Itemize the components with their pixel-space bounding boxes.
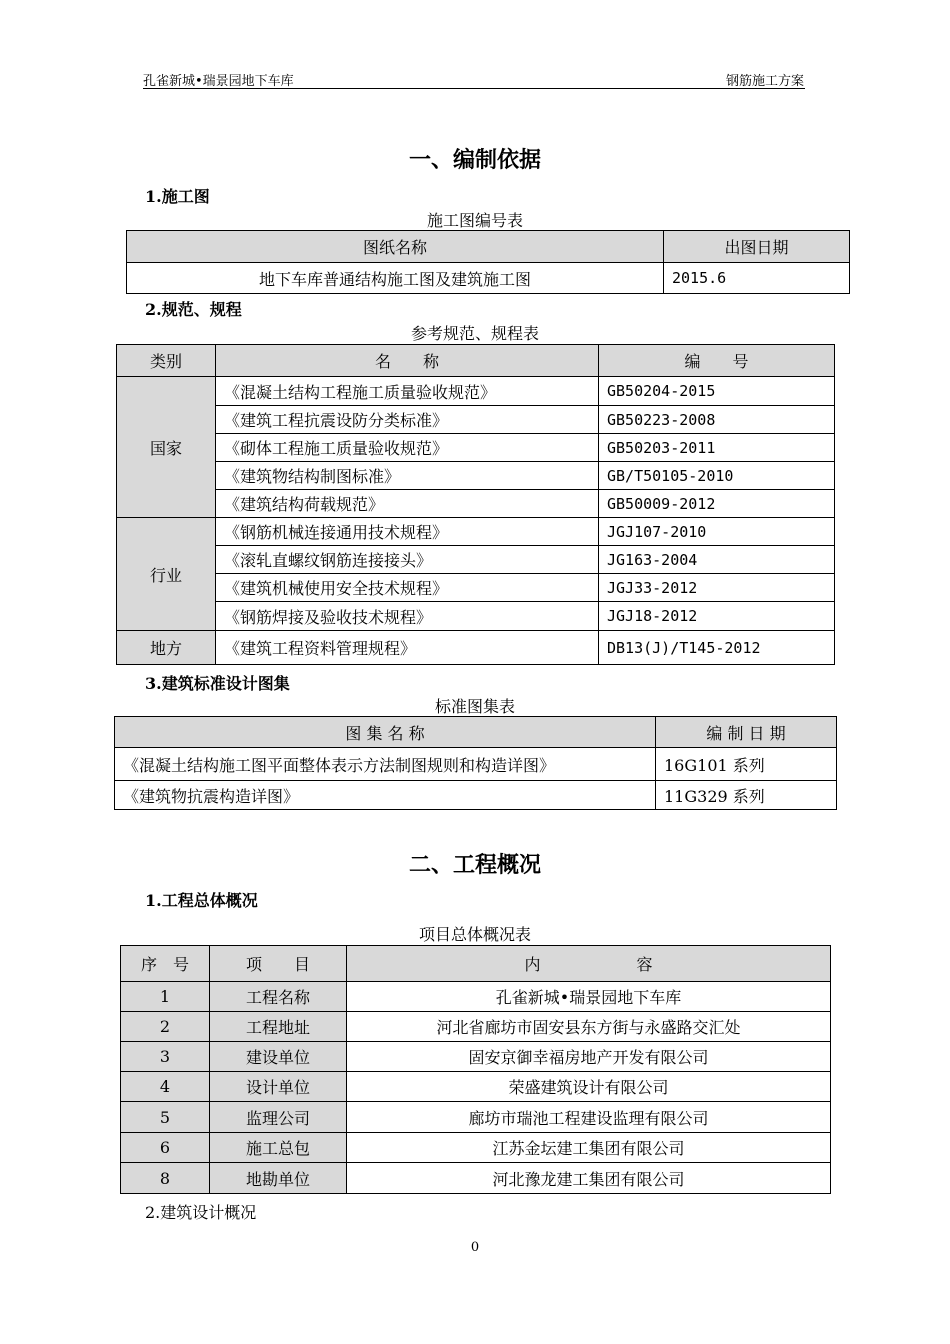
table-row — [117, 518, 835, 546]
cell: 地下车库普通结构施工图及建筑施工图 — [127, 263, 664, 294]
cell: 设计单位 — [210, 1072, 347, 1102]
cell: GB50009-2012 — [599, 490, 835, 518]
atlas-table — [114, 716, 837, 810]
category-cell: 国家 — [117, 377, 216, 518]
cell: 廊坊市瑞池工程建设监理有限公司 — [347, 1102, 831, 1133]
table3-caption: 标准图集表 — [434, 697, 515, 716]
section1-sub1: 1.施工图 — [145, 187, 210, 206]
table-row — [127, 263, 850, 294]
cell: 建设单位 — [210, 1042, 347, 1072]
table-row — [117, 602, 835, 631]
cell: 8 — [121, 1163, 210, 1194]
section1-sub3: 3.建筑标准设计图集 — [145, 674, 290, 693]
cell: 4 — [121, 1072, 210, 1102]
header-right: 钢筋施工方案 — [725, 74, 804, 89]
table-row — [117, 434, 835, 462]
col-header: 名 称 — [216, 345, 599, 377]
table-header-row — [127, 231, 850, 263]
cell: 施工总包 — [210, 1133, 347, 1163]
cell: 11G329 系列 — [656, 781, 837, 810]
category-cell: 行业 — [117, 518, 216, 631]
table-header-row — [115, 717, 837, 748]
cell: 工程地址 — [210, 1012, 347, 1042]
table4-caption: 项目总体概况表 — [418, 925, 531, 944]
cell: 2015.6 — [664, 263, 850, 294]
table-row — [117, 490, 835, 518]
cell: 16G101 系列 — [656, 748, 837, 781]
cell: 地勘单位 — [210, 1163, 347, 1194]
table2-caption: 参考规范、规程表 — [410, 324, 539, 343]
cell: 3 — [121, 1042, 210, 1072]
cell: DB13(J)/T145-2012 — [599, 631, 835, 665]
table-header-row — [121, 946, 831, 982]
table-row — [115, 748, 837, 781]
table-header-row — [117, 345, 835, 377]
col-header: 图 集 名 称 — [115, 717, 656, 748]
project-overview-table — [120, 945, 831, 1194]
col-header: 类别 — [117, 345, 216, 377]
col-header: 内 容 — [347, 946, 831, 982]
cell: JGJ107-2010 — [599, 518, 835, 546]
table-row — [117, 377, 835, 406]
cell: JGJ18-2012 — [599, 602, 835, 631]
table-row — [117, 406, 835, 434]
table-row — [121, 1133, 831, 1163]
table-row — [117, 631, 835, 665]
cell: 5 — [121, 1102, 210, 1133]
cell: 监理公司 — [210, 1102, 347, 1133]
standards-table — [116, 344, 835, 665]
section2-sub2: 2.建筑设计概况 — [145, 1203, 257, 1222]
section2-title: 二、工程概况 — [408, 852, 541, 878]
col-header: 出图日期 — [664, 231, 850, 263]
cell: 荣盛建筑设计有限公司 — [347, 1072, 831, 1102]
cell: JGJ33-2012 — [599, 574, 835, 602]
col-header: 序 号 — [121, 946, 210, 982]
category-cell: 地方 — [117, 631, 216, 665]
col-header: 项 目 — [210, 946, 347, 982]
cell: 《建筑物抗震构造详图》 — [115, 781, 656, 810]
header-divider — [143, 88, 805, 89]
cell: 《建筑机械使用安全技术规程》 — [216, 574, 599, 602]
cell: 工程名称 — [210, 982, 347, 1012]
cell: 《建筑工程抗震设防分类标准》 — [216, 406, 599, 434]
col-header: 编 制 日 期 — [656, 717, 837, 748]
table-row — [121, 1163, 831, 1194]
cell: 《建筑物结构制图标准》 — [216, 462, 599, 490]
col-header: 编 号 — [599, 345, 835, 377]
table1-caption: 施工图编号表 — [426, 211, 523, 230]
page-number: 0 — [470, 1240, 480, 1255]
cell: 1 — [121, 982, 210, 1012]
section1-sub2: 2.规范、规程 — [145, 300, 242, 319]
cell: GB50204-2015 — [599, 377, 835, 406]
table-row — [117, 574, 835, 602]
drawing-table — [126, 230, 850, 294]
cell: GB50223-2008 — [599, 406, 835, 434]
cell: GB/T50105-2010 — [599, 462, 835, 490]
cell: 江苏金坛建工集团有限公司 — [347, 1133, 831, 1163]
cell: 《混凝土结构施工图平面整体表示方法制图规则和构造详图》 — [115, 748, 656, 781]
section1-title: 一、编制依据 — [408, 147, 541, 173]
table-row — [117, 546, 835, 574]
cell: 《砌体工程施工质量验收规范》 — [216, 434, 599, 462]
cell: 2 — [121, 1012, 210, 1042]
cell: JG163-2004 — [599, 546, 835, 574]
cell: 《建筑工程资料管理规程》 — [216, 631, 599, 665]
col-header: 图纸名称 — [127, 231, 664, 263]
table-row — [117, 462, 835, 490]
cell: 《混凝土结构工程施工质量验收规范》 — [216, 377, 599, 406]
table-row — [121, 1012, 831, 1042]
table-row — [121, 982, 831, 1012]
cell: 河北豫龙建工集团有限公司 — [347, 1163, 831, 1194]
cell: 《钢筋焊接及验收技术规程》 — [216, 602, 599, 631]
table-row — [121, 1042, 831, 1072]
table-row — [115, 781, 837, 810]
section2-sub1: 1.工程总体概况 — [145, 891, 258, 910]
cell: GB50203-2011 — [599, 434, 835, 462]
header-left: 孔雀新城•瑞景园地下车库 — [143, 74, 294, 89]
cell: 固安京御幸福房地产开发有限公司 — [347, 1042, 831, 1072]
table-row — [121, 1072, 831, 1102]
cell: 《建筑结构荷载规范》 — [216, 490, 599, 518]
cell: 孔雀新城•瑞景园地下车库 — [347, 982, 831, 1012]
cell: 《滚轧直螺纹钢筋连接接头》 — [216, 546, 599, 574]
table-row — [121, 1102, 831, 1133]
cell: 6 — [121, 1133, 210, 1163]
cell: 《钢筋机械连接通用技术规程》 — [216, 518, 599, 546]
cell: 河北省廊坊市固安县东方街与永盛路交汇处 — [347, 1012, 831, 1042]
